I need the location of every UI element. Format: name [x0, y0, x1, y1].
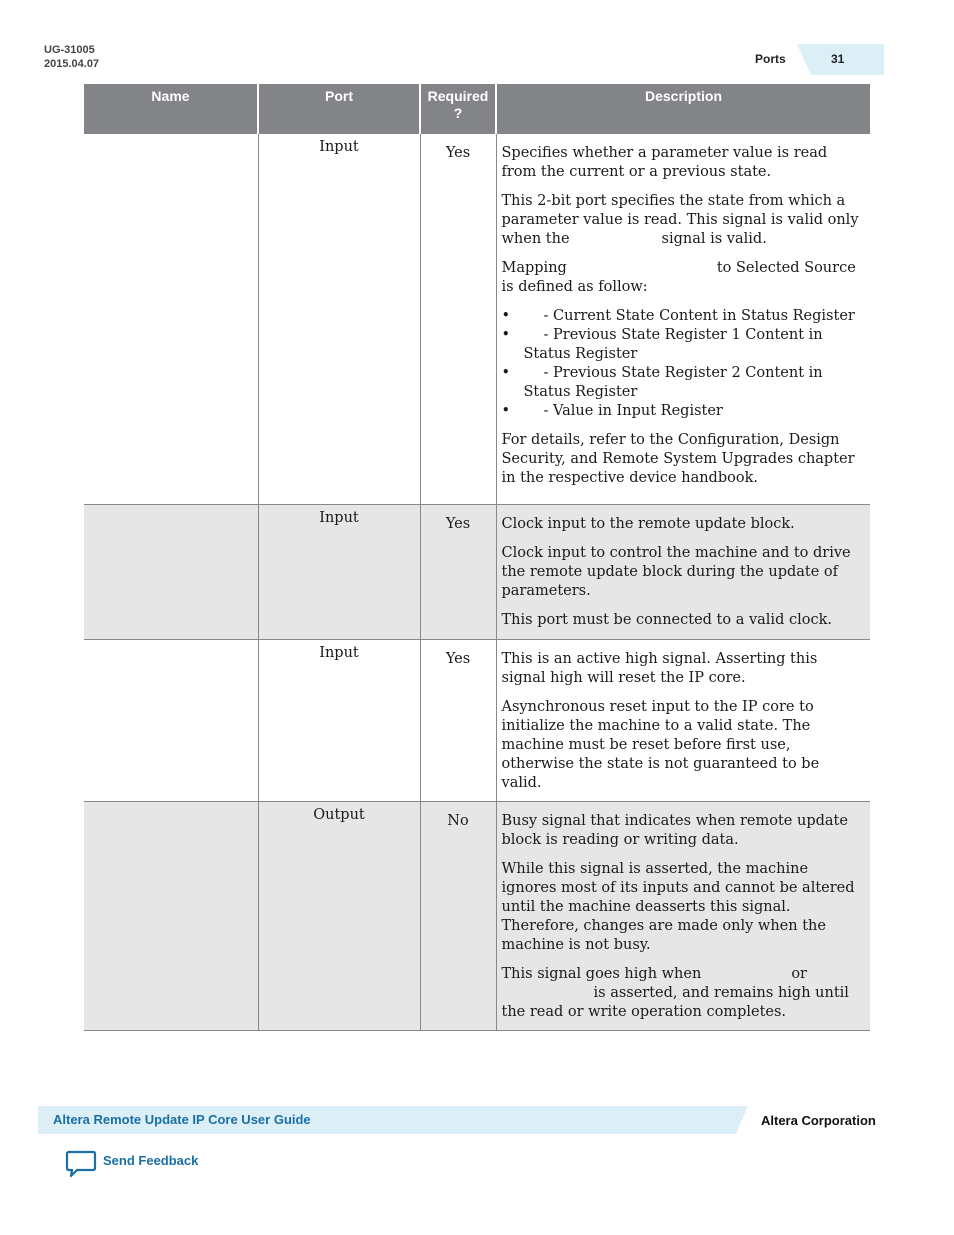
description-paragraph: Clock input to the remote update block.	[501, 515, 795, 532]
cell-port: Input	[258, 134, 420, 504]
description-paragraph: Clock input to control the machine and to drive the remote update block during the update of parameters.	[501, 544, 851, 599]
table-row	[84, 134, 870, 504]
description-paragraph	[502, 965, 863, 1022]
column-header-name: Name	[84, 84, 258, 134]
send-feedback-label[interactable]: Send Feedback	[103, 1153, 199, 1168]
cell-description	[496, 639, 870, 801]
text-segment: or	[791, 965, 807, 982]
list-item: • - Value in Input Register	[502, 402, 863, 421]
list-item: • - Current State Content in Status Register	[502, 307, 863, 326]
send-feedback-link[interactable]	[65, 1150, 198, 1180]
cell-description	[496, 134, 870, 504]
cell-name	[84, 134, 258, 504]
cell-port: Output	[258, 801, 420, 1030]
ports-table	[84, 84, 870, 1031]
mapping-list	[502, 307, 863, 421]
description-paragraph: Specifies whether a parameter value is read from the current or a previous state.	[501, 145, 828, 180]
list-item: • - Previous State Register 1 Content in Status Register	[502, 326, 863, 364]
text-segment: This 2-bit port specifies the state from which a parameter value is read. This signal is valid only when the	[501, 193, 859, 247]
cell-name	[84, 639, 258, 801]
text-segment: This signal goes high when	[501, 965, 702, 982]
table-row	[84, 639, 870, 801]
cell-name	[84, 504, 258, 639]
speech-bubble-icon[interactable]	[65, 1150, 97, 1178]
cell-required: Yes	[420, 639, 496, 801]
section-name: Ports	[755, 52, 786, 66]
cell-description	[496, 504, 870, 639]
description-paragraph: While this signal is asserted, the machine ignores most of its inputs and cannot be altered until the machine deasserts this signal. Therefore, changes are made only when the machine is not busy.	[501, 860, 855, 953]
doc-number: UG-31005	[44, 44, 95, 56]
text-segment: signal is valid.	[661, 231, 767, 247]
description-paragraph: Busy signal that indicates when remote update block is reading or writing data.	[501, 812, 848, 848]
description-paragraph	[502, 259, 863, 297]
table-row	[84, 801, 870, 1030]
cell-required: Yes	[420, 134, 496, 504]
description-paragraph: This port must be connected to a valid clock.	[501, 611, 832, 628]
cell-name	[84, 801, 258, 1030]
footer-guide-title[interactable]: Altera Remote Update IP Core User Guide	[53, 1112, 311, 1127]
table-header-row	[84, 84, 870, 134]
description-paragraph: This is an active high signal. Asserting this signal high will reset the IP core.	[501, 650, 818, 686]
description-paragraph	[502, 192, 863, 249]
text-segment: to Selected Source is defined as follow:	[501, 260, 856, 295]
cell-port: Input	[258, 639, 420, 801]
document-id	[44, 43, 99, 71]
footer-company: Altera Corporation	[761, 1113, 876, 1128]
description-paragraph: For details, refer to the Configuration, Design Security, and Remote System Upgrades chapter in the respective device handbook.	[501, 432, 855, 486]
table-row	[84, 504, 870, 639]
cell-required: Yes	[420, 504, 496, 639]
text-segment: Mapping	[501, 260, 567, 276]
list-item: • - Previous State Register 2 Content in Status Register	[502, 364, 863, 402]
cell-description	[496, 801, 870, 1030]
column-header-description: Description	[496, 84, 870, 134]
page-number: 31	[831, 52, 845, 66]
description-paragraph: Asynchronous reset input to the IP core to initialize the machine to a valid state. The machine must be reset before first use, otherwise the state is not guaranteed to be valid.	[501, 698, 820, 791]
column-header-required: Required ?	[420, 84, 496, 134]
cell-required: No	[420, 801, 496, 1030]
cell-port: Input	[258, 504, 420, 639]
text-segment: is asserted, and remains high until the read or write operation completes.	[501, 984, 849, 1020]
doc-date: 2015.04.07	[44, 58, 100, 70]
column-header-port: Port	[258, 84, 420, 134]
